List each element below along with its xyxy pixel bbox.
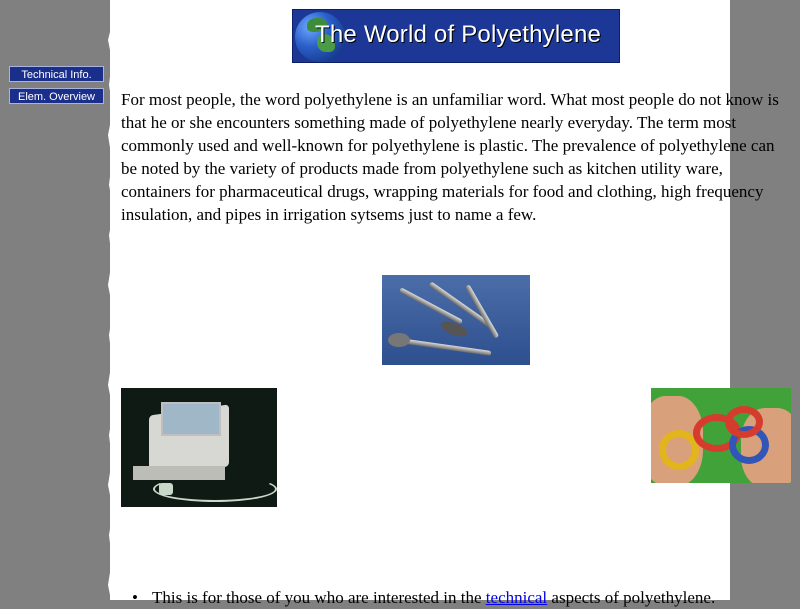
banner-title: The World of Polyethylene bbox=[315, 21, 602, 48]
intro-paragraph: For most people, the word polyethylene is an unfamiliar word. What most people do not know is that he or she encounters something made of polyethylene nearly everyday. The term most commonly used and well-known for polyethylene is plastic. The prevalence of polyethylene can be noted by the variety of products made from polyethylene such as kitchen utility ware, containers for pharmaceutical drugs, wrapping materials for food and clothing, high frequency insulation, and pipes in irrigation sytsems just to name a few. bbox=[121, 90, 779, 224]
plastic-toy-rings-image bbox=[651, 388, 791, 483]
nav-technical-info-button[interactable]: Technical Info. bbox=[9, 66, 104, 82]
list-item bbox=[135, 586, 785, 609]
medical-device-image bbox=[121, 388, 277, 507]
page-banner bbox=[292, 9, 620, 63]
nav-elem-overview-button[interactable]: Elem. Overview bbox=[9, 88, 104, 104]
kitchen-utensils-image bbox=[382, 275, 530, 365]
bullet-list bbox=[135, 586, 785, 609]
technical-link[interactable]: technical bbox=[485, 588, 548, 607]
bullet-text-after: aspects of polyethylene. bbox=[547, 588, 716, 607]
bullet-text-before: This is for those of you who are interested in the bbox=[152, 588, 486, 607]
